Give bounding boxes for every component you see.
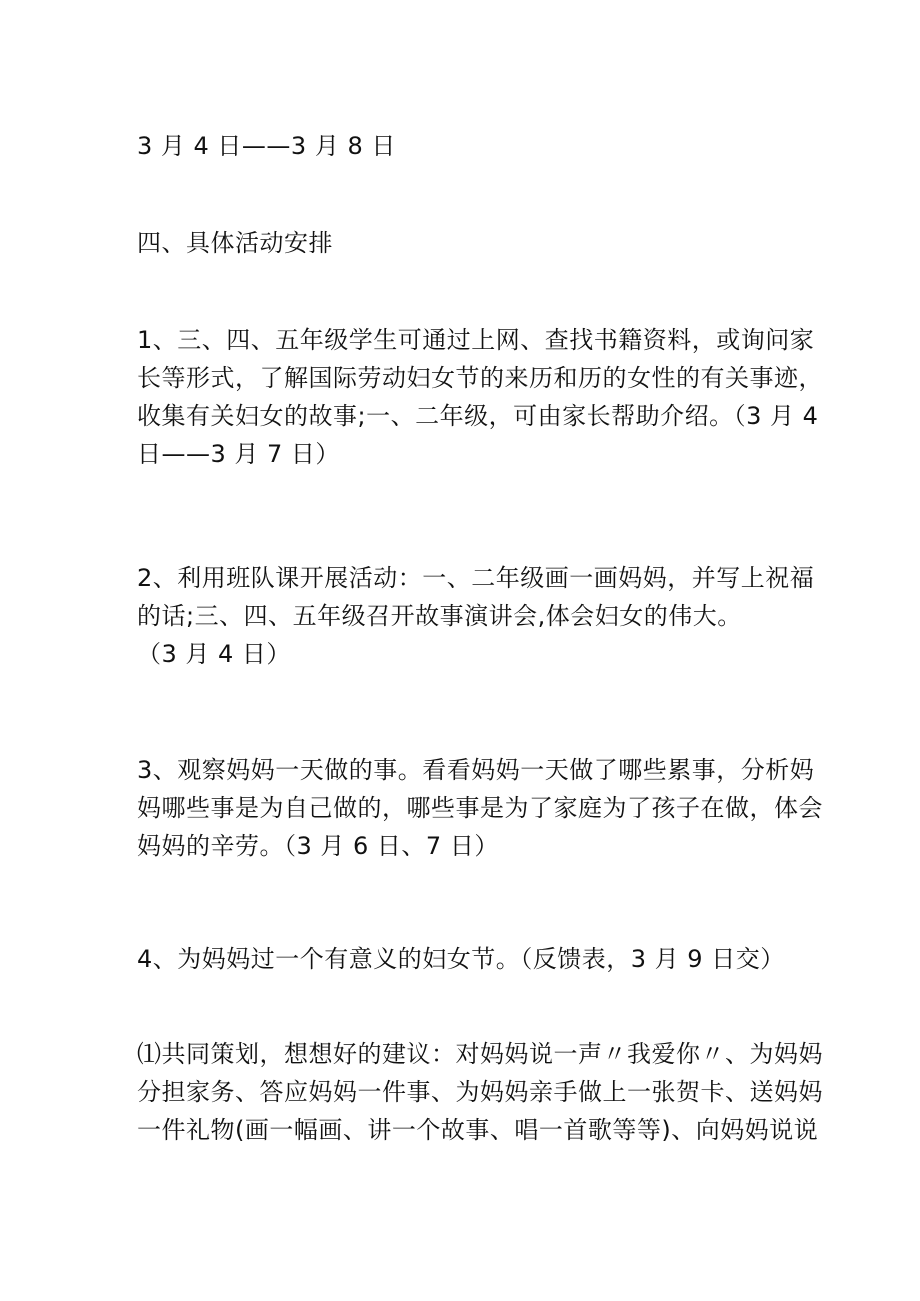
- activity-item-2: [137, 559, 815, 673]
- text-line: 2、利用班队课开展活动：一、二年级画一画妈妈，并写上祝福: [137, 564, 815, 592]
- text-line: 4、为妈妈过一个有意义的妇女节。（反馈表，3 月 9 日交）: [137, 945, 785, 973]
- text-line: 3、观察妈妈一天做的事。看看妈妈一天做了哪些累事，分析妈: [137, 756, 815, 784]
- section-heading: [137, 224, 797, 262]
- activity-item-3: [137, 751, 823, 865]
- text-line: 3 月 4 日——3 月 8 日: [137, 132, 396, 160]
- text-line: （3 月 4 日）: [137, 640, 291, 668]
- text-line: 妈哪些事是为自己做的，哪些事是为了家庭为了孩子在做，体会: [137, 794, 823, 822]
- text-line: 1、三、四、五年级学生可通过上网、查找书籍资料，或询问家: [137, 326, 815, 354]
- text-line: 一件礼物(画一幅画、讲一个故事、唱一首歌等等)、向妈妈说说: [137, 1116, 819, 1144]
- date-range-line: [137, 127, 797, 165]
- text-line: ⑴共同策划，想想好的建议：对妈妈说一声〃我爱你〃、为妈妈: [137, 1040, 823, 1068]
- activity-item-1: [137, 321, 823, 473]
- text-line: 日——3 月 7 日）: [137, 440, 340, 468]
- text-line: 妈妈的辛劳。（3 月 6 日、7 日）: [137, 832, 499, 860]
- activity-item-4: [137, 940, 797, 978]
- text-line: 的话;三、四、五年级召开故事演讲会,体会妇女的伟大。: [137, 602, 742, 630]
- text-line: 收集有关妇女的故事;一、二年级，可由家长帮助介绍。（3 月 4: [137, 402, 819, 430]
- text-line: 分担家务、答应妈妈一件事、为妈妈亲手做上一张贺卡、送妈妈: [137, 1078, 823, 1106]
- text-line: 长等形式，了解国际劳动妇女节的来历和历的女性的有关事迹，: [137, 364, 823, 392]
- text-line: 四、具体活动安排: [137, 229, 333, 257]
- sub-item-1: [137, 1035, 823, 1149]
